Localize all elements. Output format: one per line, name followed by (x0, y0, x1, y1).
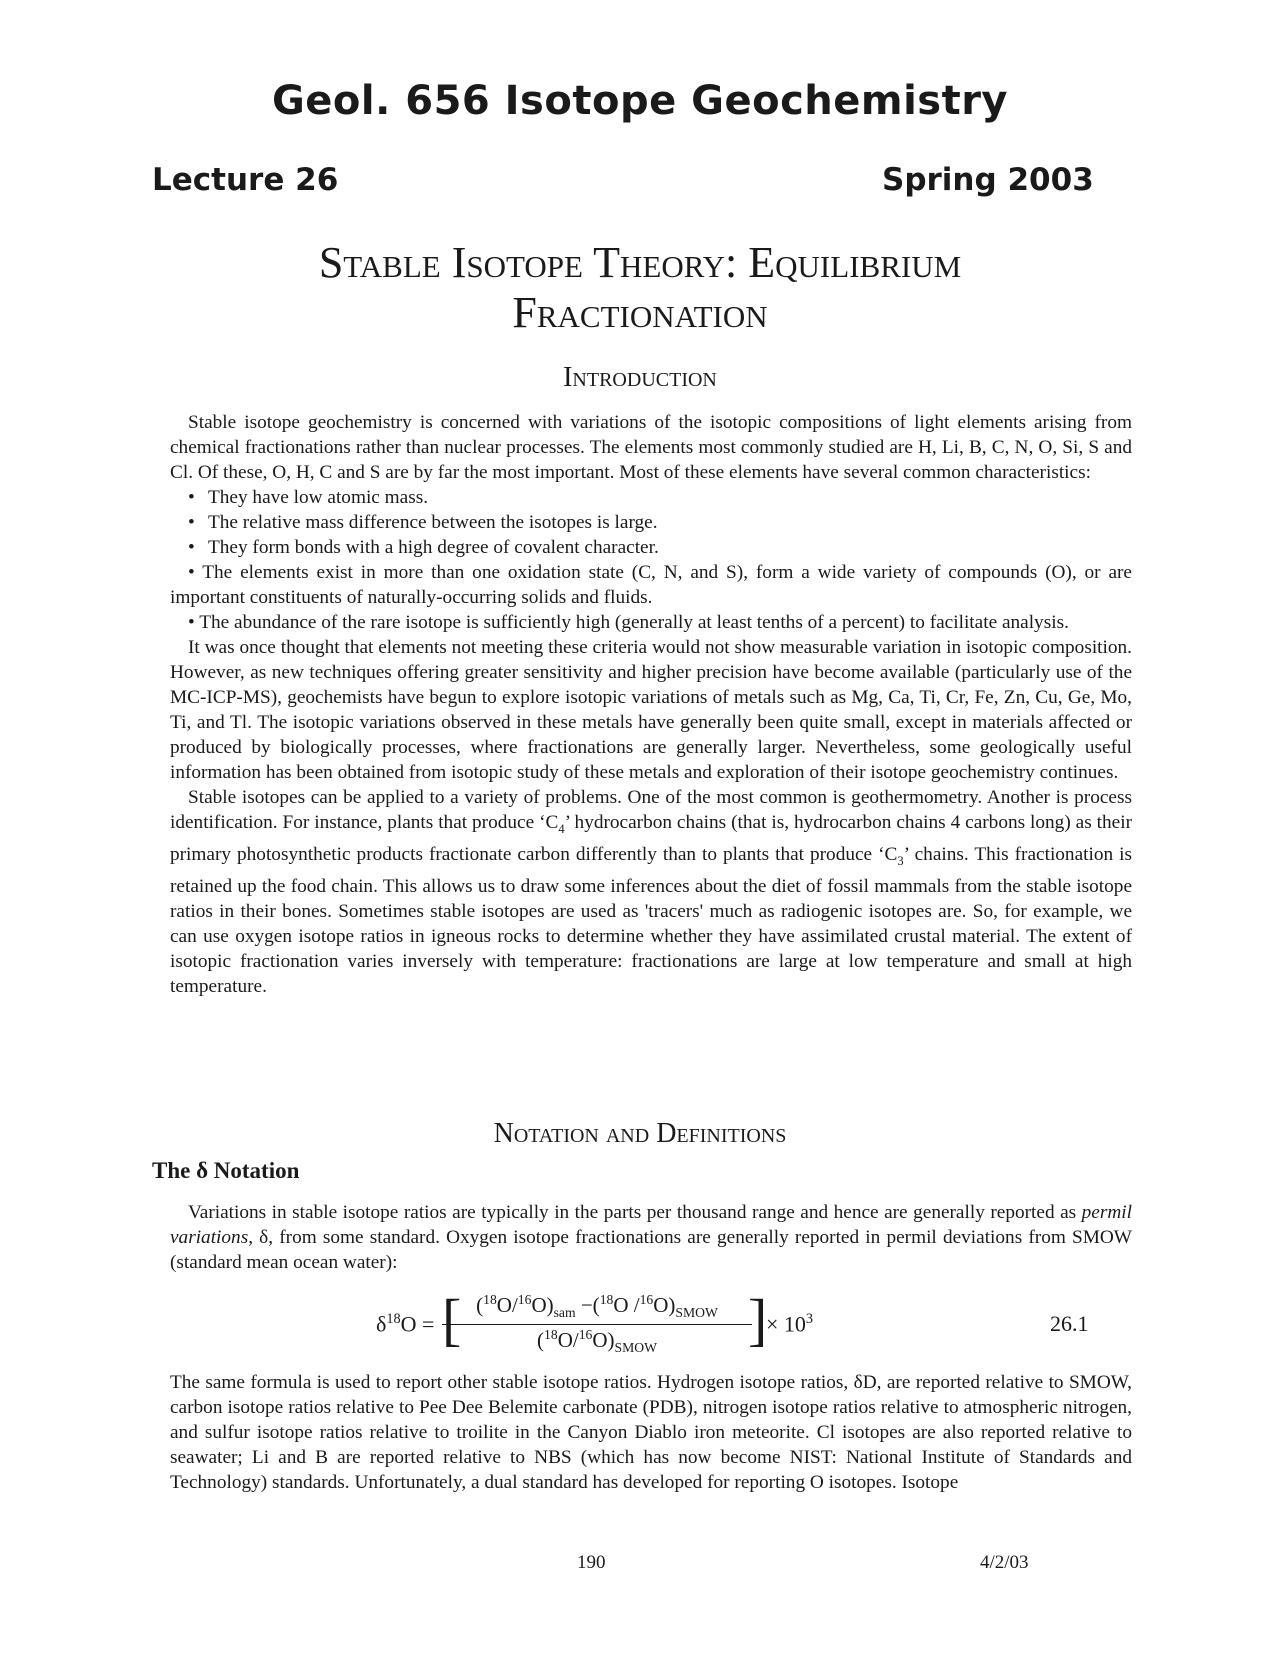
intro-paragraph-3: Stable isotopes can be applied to a variety of problems. One of the most common is geothermometry. Another is process identification. For instance, plants that produce ‘$C_4$’ hydrocarbon chains (that is, hydrocarbon chains 4 carbons long) as their primary photosynthetic products fractionate carbon differently than to plants that produce ‘$C_3$’ chains. This fractionation is retained up the food chain. This allows us to draw some inferences about the diet of fossil mammals from the stable isotope ratios in their bones. Sometimes stable isotopes are used as 'tracers' much as radiogenic isotopes are. So, for example, we can use oxygen isotope ratios in igneous rocks to determine whether they have assimilated crustal material. The extent of isotopic fractionation varies inversely with temperature: fractionations are large at low temperature and small at high temperature. (170, 787, 1133, 997)
course-title: Geol. 656 Isotope Geochemistry (271, 78, 1009, 124)
notation-body-2 (170, 1370, 1132, 1495)
intro-paragraph-2: It was once thought that elements not meeting these criteria would not show measurable variation in isotopic composition. However, as new techniques offering greater sensitivity and higher precision have become available (particularly use of the MC-ICP-MS), geochemists have begun to explore isotopic variations of metals such as Mg, Ca, Ti, Cr, Fe, Zn, Cu, Ge, Mo, Ti, and Tl. The isotopic variations observed in these metals have generally been quite small, except in materials affected or produced by biologically processes, where fractionations are generally larger. Nevertheless, some geologically useful information has been obtained from isotopic study of these metals and exploration of their isotope geochemistry continues. (170, 637, 1132, 783)
bullet-item: • They have low atomic mass. (188, 487, 429, 508)
equation-lhs: $\delta^{18}O$ = (376, 1311, 435, 1337)
intro-paragraph-1: Stable isotope geochemistry is concerned with variations of the isotopic compositions of light elements arising from chemical fractionations rather than nuclear processes. The elements most commonly studied are H, Li, B, C, N, O, Si, S and Cl. Of these, O, H, C and S are by far the most important. Most of these elements have several common characteristics: (170, 412, 1132, 483)
lecture-number: Lecture 26 (152, 162, 339, 198)
title-line-2: Fractionation (512, 288, 768, 337)
title-line-1: Stable Isotope Theory: Equilibrium (318, 238, 962, 287)
bullet-icon: • (188, 612, 200, 633)
notation-paragraph-1: Variations in stable isotope ratios are typically in the parts per thousand range and hence are generally reported as permil variations, δ, from some standard. Oxygen isotope fractionations are generally reported in permil deviations from SMOW (standard mean ocean water): (170, 1202, 1132, 1273)
bullet-item: • The relative mass difference between the isotopes is large. (188, 512, 658, 533)
equation-numerator: $(^{18}O/^{16}O)_{sam} -(^{18}O$ $/^{16}O)_{SMOW}$ (442, 1292, 752, 1325)
introduction-body (170, 410, 1132, 999)
equation-multiplier: × $10^3$ (766, 1311, 814, 1337)
bullet-item: • The elements exist in more than one oxidation state (C, N, and S), form a wide variety of compounds (O), or are important constituents of naturally-occurring solids and fluids. (170, 562, 1132, 608)
bullet-icon: • (188, 562, 203, 583)
semester: Spring 2003 (882, 162, 1094, 198)
equation-26-1 (0, 1288, 1280, 1368)
bullet-item: • They form bonds with a high degree of covalent character. (188, 537, 659, 558)
bullet-icon: • (188, 537, 195, 558)
right-bracket: ] (748, 1287, 768, 1352)
section-heading-notation: Notation and Definitions (493, 1118, 787, 1149)
left-bracket: [ (442, 1287, 462, 1352)
page-title (0, 238, 1280, 338)
footer-date: 4/2/03 (980, 1552, 1029, 1573)
equation-denominator: $(^{18}O/^{16}O)_{SMOW}$ (537, 1327, 657, 1356)
bullet-icon: • (188, 512, 195, 533)
equation-fraction (442, 1287, 752, 1356)
bullet-icon: • (188, 487, 195, 508)
bullet-item: • The abundance of the rare isotope is sufficiently high (generally at least tenths of a percent) to facilitate analysis. (188, 612, 1069, 633)
subsection-heading-delta: The δ Notation (152, 1158, 300, 1183)
notation-body (170, 1200, 1132, 1275)
equation-number: 26.1 (1050, 1311, 1089, 1336)
notation-paragraph-2: The same formula is used to report other stable isotope ratios. Hydrogen isotope ratios, δD, are reported relative to SMOW, carbon isotope ratios relative to Pee Dee Belemite carbonate (PDB), nitrogen isotope ratios relative to atmospheric nitrogen, and sulfur isotope ratios relative to troilite in the Canyon Diablo iron meteorite. Cl isotopes are also reported relative to seawater; Li and B are reported relative to NBS (which has now become NIST: National Institute of Standards and Technology) standards. Unfortunately, a dual standard has developed for reporting O isotopes. Isotope (170, 1372, 1132, 1493)
section-heading-introduction: Introduction (563, 362, 717, 393)
page-number: 190 (577, 1552, 606, 1573)
